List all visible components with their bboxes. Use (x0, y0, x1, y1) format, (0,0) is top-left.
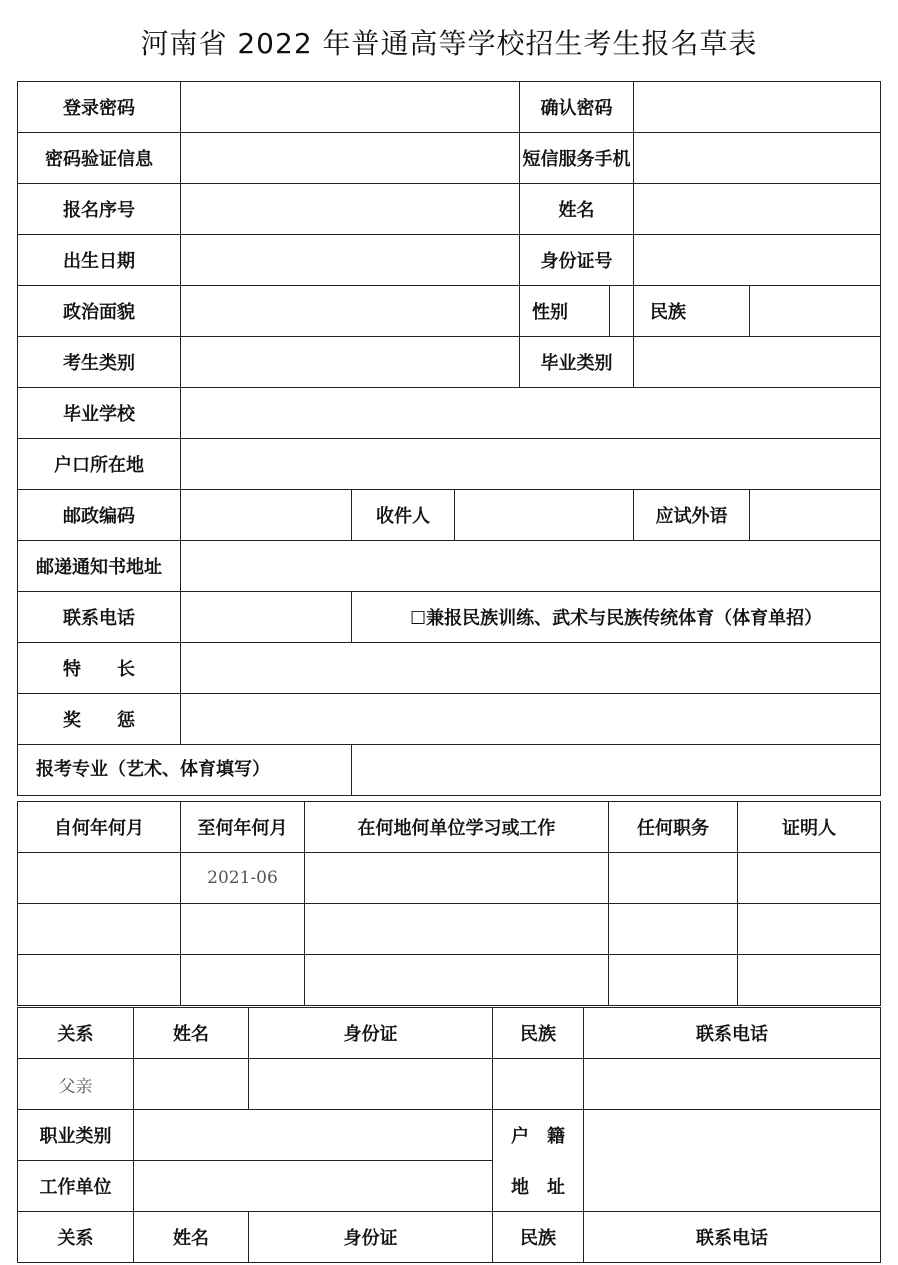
postal-code-label: 邮政编码 (18, 490, 181, 541)
table-row (18, 1059, 881, 1110)
form-row (18, 82, 881, 133)
phone-label: 联系电话 (18, 592, 181, 643)
form-row (18, 592, 881, 643)
huji-address-field[interactable] (584, 1110, 881, 1212)
sms-phone-label: 短信服务手机 (520, 133, 634, 184)
password-verify-field[interactable] (181, 133, 520, 184)
family-header-id: 身份证 (249, 1008, 493, 1059)
history-cell[interactable] (609, 904, 738, 955)
table-row (18, 955, 881, 1006)
history-header-from: 自何年何月 (18, 802, 181, 853)
history-cell[interactable]: 2021-06 (181, 853, 305, 904)
form-row (18, 337, 881, 388)
confirm-password-field[interactable] (634, 82, 881, 133)
form-row (18, 745, 881, 796)
table-row (18, 853, 881, 904)
postal-code-field[interactable] (181, 490, 352, 541)
political-field[interactable] (181, 286, 520, 337)
history-header-to: 至何年何月 (181, 802, 305, 853)
confirm-password-label: 确认密码 (520, 82, 634, 133)
major-label: 报考专业（艺术、体育填写） (36, 759, 270, 780)
specialty-label: 特 长 (18, 643, 181, 694)
form-row (18, 694, 881, 745)
family-header-id: 身份证 (249, 1212, 493, 1263)
occupation-label: 职业类别 (18, 1110, 134, 1161)
ethnicity-field[interactable] (750, 286, 881, 337)
name-field[interactable] (634, 184, 881, 235)
history-cell[interactable] (305, 955, 609, 1006)
history-cell[interactable] (18, 955, 181, 1006)
school-field[interactable] (181, 388, 881, 439)
password-verify-label: 密码验证信息 (18, 133, 181, 184)
form-row (18, 439, 881, 490)
history-header-position: 任何职务 (609, 802, 738, 853)
history-cell[interactable] (181, 955, 305, 1006)
family-header-name: 姓名 (134, 1008, 249, 1059)
recipient-field[interactable] (455, 490, 634, 541)
family-header-ethnicity: 民族 (493, 1212, 584, 1263)
awards-label: 奖 惩 (18, 694, 181, 745)
table-row (18, 1110, 881, 1161)
history-cell[interactable] (609, 853, 738, 904)
family-id-cell[interactable] (249, 1059, 493, 1110)
history-header-row (18, 802, 881, 853)
reg-no-field[interactable] (181, 184, 520, 235)
form-row (18, 235, 881, 286)
specialty-field[interactable] (181, 643, 881, 694)
history-cell[interactable] (738, 904, 881, 955)
family-relation-cell[interactable]: 父亲 (18, 1059, 134, 1110)
sports-option-checkbox[interactable]: ☐兼报民族训练、武术与民族传统体育（体育单招） (352, 592, 881, 643)
family-header-row (18, 1008, 881, 1059)
huji-label-2: 地 址 (493, 1161, 584, 1212)
ethnicity-label: 民族 (634, 286, 750, 337)
family-header-name: 姓名 (134, 1212, 249, 1263)
graduate-type-label: 毕业类别 (520, 337, 634, 388)
candidate-type-label: 考生类别 (18, 337, 181, 388)
awards-field[interactable] (181, 694, 881, 745)
form-row (18, 286, 881, 337)
family-ethnicity-cell[interactable] (493, 1059, 584, 1110)
history-cell[interactable] (609, 955, 738, 1006)
birth-date-label: 出生日期 (18, 235, 181, 286)
form-row (18, 643, 881, 694)
name-label: 姓名 (520, 184, 634, 235)
form-row (18, 388, 881, 439)
family-phone-cell[interactable] (584, 1059, 881, 1110)
page-title: 河南省 2022 年普通高等学校招生考生报名草表 (140, 27, 758, 60)
household-field[interactable] (181, 439, 881, 490)
family-header-phone: 联系电话 (584, 1212, 881, 1263)
family-name-cell[interactable] (134, 1059, 249, 1110)
major-field[interactable] (352, 745, 881, 796)
form-row (18, 133, 881, 184)
history-header-witness: 证明人 (738, 802, 881, 853)
reg-no-label: 报名序号 (18, 184, 181, 235)
login-password-field[interactable] (181, 82, 520, 133)
history-cell[interactable] (305, 853, 609, 904)
family-header-ethnicity: 民族 (493, 1008, 584, 1059)
form-row (18, 184, 881, 235)
id-no-label: 身份证号 (520, 235, 634, 286)
huji-label-1: 户 籍 (493, 1110, 584, 1161)
gender-field[interactable] (610, 286, 634, 337)
history-cell[interactable] (18, 853, 181, 904)
gender-label: 性别 (520, 286, 610, 337)
family-header-relation: 关系 (18, 1008, 134, 1059)
history-header-place: 在何地何单位学习或工作 (305, 802, 609, 853)
history-cell[interactable] (181, 904, 305, 955)
major-cell (18, 745, 352, 796)
birth-date-field[interactable] (181, 235, 520, 286)
mail-address-field[interactable] (181, 541, 881, 592)
family-table (17, 1007, 881, 1263)
family-header-relation: 关系 (18, 1212, 134, 1263)
history-cell[interactable] (18, 904, 181, 955)
school-label: 毕业学校 (18, 388, 181, 439)
workplace-label: 工作单位 (18, 1161, 134, 1212)
graduate-type-field[interactable] (634, 337, 881, 388)
foreign-lang-field[interactable] (750, 490, 881, 541)
registration-form-table (17, 81, 881, 796)
form-row (18, 490, 881, 541)
sms-phone-field[interactable] (634, 133, 881, 184)
id-no-field[interactable] (634, 235, 881, 286)
political-label: 政治面貌 (18, 286, 181, 337)
phone-field[interactable] (181, 592, 352, 643)
family-and-history-table (17, 801, 881, 1006)
family-header-phone: 联系电话 (584, 1008, 881, 1059)
table-row (18, 904, 881, 955)
login-password-label: 登录密码 (18, 82, 181, 133)
form-row (18, 541, 881, 592)
candidate-type-field[interactable] (181, 337, 520, 388)
household-label: 户口所在地 (18, 439, 181, 490)
foreign-lang-label: 应试外语 (634, 490, 750, 541)
occupation-field[interactable] (134, 1110, 493, 1161)
history-cell[interactable] (305, 904, 609, 955)
recipient-label: 收件人 (352, 490, 455, 541)
mail-address-label: 邮递通知书地址 (18, 541, 181, 592)
history-cell[interactable] (738, 853, 881, 904)
history-cell[interactable] (738, 955, 881, 1006)
workplace-field[interactable] (134, 1161, 493, 1212)
family-header-row (18, 1212, 881, 1263)
